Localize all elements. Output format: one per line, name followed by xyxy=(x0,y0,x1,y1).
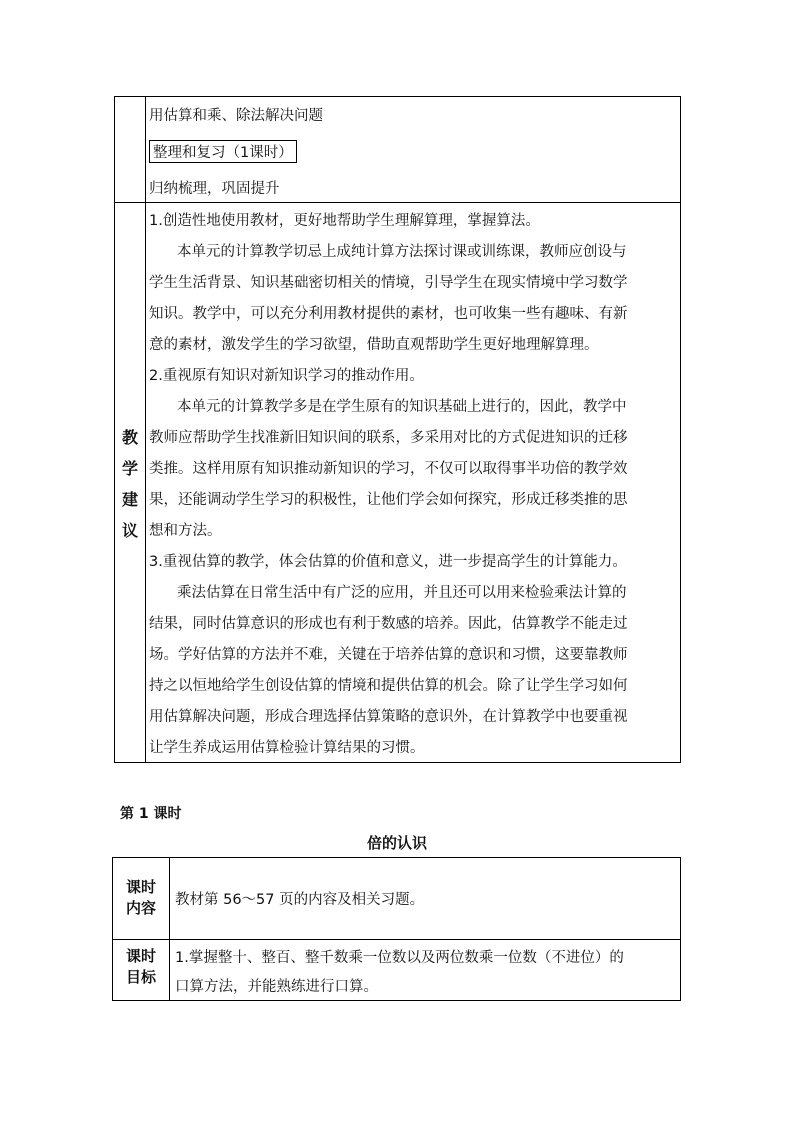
goal-label xyxy=(113,946,169,988)
side-label-char: 议 xyxy=(121,521,138,540)
side-label-char: 教 xyxy=(121,428,138,447)
lesson-number-heading: 第 1 课时 xyxy=(120,806,182,822)
row-divider xyxy=(113,939,680,940)
advice-line: 意的素材，激发学生的学习欲望，借助直观帮助学生更好地理解算理。 xyxy=(149,337,599,353)
advice-heading: 1.创造性地使用教材，更好地帮助学生理解算理，掌握算法。 xyxy=(149,213,540,229)
content-label xyxy=(113,877,169,919)
advice-line: 知识。教学中，可以充分利用教材提供的素材，也可收集一些有趣味、有新 xyxy=(149,306,628,322)
advice-line: 持之以恒地给学生创设估算的情境和提供估算的机会。除了让学生学习如何 xyxy=(149,678,628,694)
side-label-char: 学 xyxy=(121,459,138,478)
lesson-title: 倍的认识 xyxy=(366,834,427,852)
label-line: 目标 xyxy=(125,968,156,986)
lesson-plan-table xyxy=(114,96,681,763)
advice-line: 类推。这样用原有知识推动新知识的学习，不仅可以取得事半功倍的教学效 xyxy=(149,461,628,477)
teaching-advice-text xyxy=(149,203,679,763)
advice-line: 场。学好估算的方法并不难，关键在于培养估算的意识和习惯，这要靠教师 xyxy=(149,647,628,663)
advice-line: 本单元的计算教学切忌上成纯计算方法探讨课或训练课，教师应创设与 xyxy=(177,244,627,260)
unit-item: 用估算和乘、除法解决问题 xyxy=(149,108,323,124)
label-line: 课时 xyxy=(125,878,156,896)
unit-item-boxed: 整理和复习（1课时） xyxy=(149,140,297,163)
unit-item: 归纳梳理，巩固提升 xyxy=(149,181,280,197)
advice-line: 想和方法。 xyxy=(149,523,222,539)
advice-line: 结果，同时估算意识的形成也有利于数感的培养。因此，估算教学不能走过 xyxy=(149,616,628,632)
label-line: 内容 xyxy=(125,899,156,917)
advice-line: 乘法估算在日常生活中有广泛的应用，并且还可以用来检验乘法计算的 xyxy=(177,585,627,601)
advice-line: 教师应帮助学生找准新旧知识间的联系，多采用对比的方式促进知识的迁移 xyxy=(149,430,628,446)
goal-line: 1.掌握整十、整百、整千数乘一位数以及两位数乘一位数（不进位）的 xyxy=(175,950,624,966)
column-divider xyxy=(145,97,146,762)
advice-line: 让学生养成运用估算检验计算结果的习惯。 xyxy=(149,740,425,756)
advice-line: 用估算解决问题，形成合理选择估算策略的意识外，在计算教学中也要重视 xyxy=(149,709,628,725)
side-label-char: 建 xyxy=(121,490,138,509)
advice-line: 果，还能调动学生学习的积极性，让他们学会如何探究，形成迁移类推的思 xyxy=(149,492,628,508)
label-line: 课时 xyxy=(125,947,156,965)
goal-line: 口算方法，并能熟练进行口算。 xyxy=(175,979,378,995)
unit-items xyxy=(149,97,679,202)
column-divider xyxy=(169,858,170,1000)
advice-heading: 3.重视估算的教学，体会估算的价值和意义，进一步提高学生的计算能力。 xyxy=(149,554,627,570)
advice-line: 学生生活背景、知识基础密切相关的情境，引导学生在现实情境中学习数学 xyxy=(149,275,628,291)
content-text: 教材第 56～57 页的内容及相关习题。 xyxy=(175,892,425,908)
advice-heading: 2.重视原有知识对新知识学习的推动作用。 xyxy=(149,368,424,384)
advice-line: 本单元的计算教学多是在学生原有的知识基础上进行的，因此，教学中 xyxy=(177,399,627,415)
lesson-info-table xyxy=(112,857,681,1001)
